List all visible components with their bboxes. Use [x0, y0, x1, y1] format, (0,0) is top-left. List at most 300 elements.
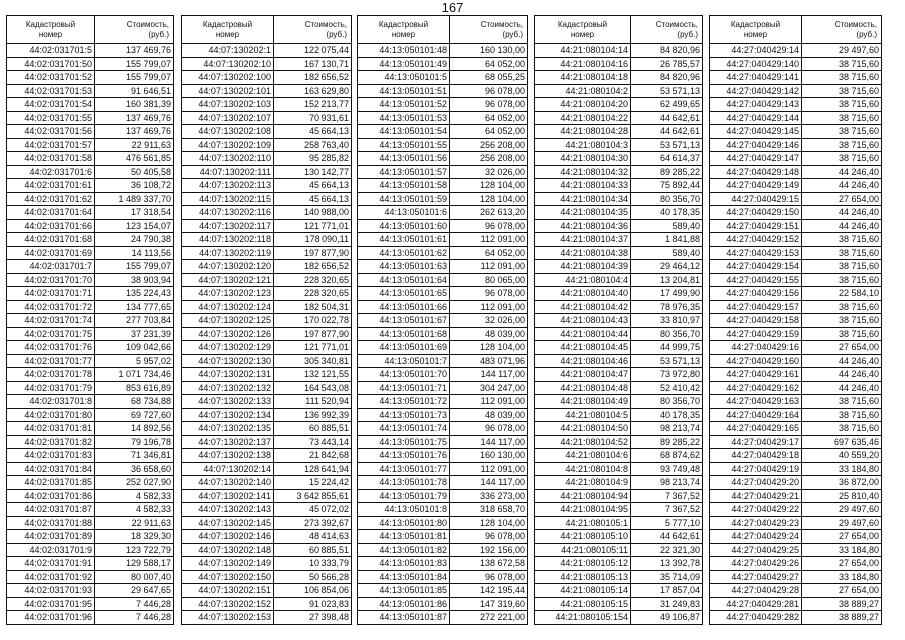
cadastral-number-cell: 44:21:080104:6: [535, 449, 631, 463]
cost-cell: 38 715,60: [802, 300, 882, 314]
table-row: [710, 327, 882, 341]
cost-cell: 60 885,51: [274, 422, 352, 436]
table-row: [710, 449, 882, 463]
cadastral-number-cell: 44:07:130202:146: [182, 530, 274, 544]
table-row: [710, 489, 882, 503]
table-row: [7, 233, 174, 247]
cost-cell: 476 561,85: [95, 152, 174, 166]
cadastral-number-cell: 44:21:080104:94: [535, 489, 631, 503]
table-row: [535, 192, 703, 206]
table-row: [710, 260, 882, 274]
cadastral-number-cell: 44:02:031701:78: [7, 368, 95, 382]
cost-cell: 38 903,94: [95, 273, 174, 287]
cost-cell: 147 319,60: [450, 597, 528, 611]
table-row: [535, 179, 703, 193]
table-row: [7, 314, 174, 328]
cadastral-number-cell: 44:27:040429:24: [710, 530, 802, 544]
cadastral-number-cell: 44:07:130202:150: [182, 570, 274, 584]
cadastral-number-cell: 44:13:050101:79: [358, 489, 450, 503]
table-row: [358, 354, 528, 368]
cadastral-number-cell: 44:13:050101:49: [358, 57, 450, 71]
cadastral-number-cell: 44:27:040429:163: [710, 395, 802, 409]
table-row: [358, 57, 528, 71]
cadastral-number-cell: 44:21:080104:42: [535, 300, 631, 314]
cadastral-number-cell: 44:27:040429:15: [710, 192, 802, 206]
table-row: [710, 138, 882, 152]
cadastral-number-cell: 44:13:050101:81: [358, 530, 450, 544]
cost-cell: 38 715,60: [802, 314, 882, 328]
table-row: [7, 543, 174, 557]
table-row: [358, 233, 528, 247]
cost-cell: 130 142,77: [274, 165, 352, 179]
cost-cell: 38 715,60: [802, 71, 882, 85]
table-row: [535, 260, 703, 274]
cost-cell: 53 571,13: [631, 354, 703, 368]
table-row: [710, 44, 882, 58]
table-row: [710, 57, 882, 71]
cadastral-number-cell: 44:07:130202:107: [182, 111, 274, 125]
cadastral-number-cell: 44:27:040429:23: [710, 516, 802, 530]
cost-cell: 29 647,65: [95, 584, 174, 598]
table-row: [710, 503, 882, 517]
cost-cell: 98 213,74: [631, 476, 703, 490]
table-row: [535, 570, 703, 584]
cost-cell: 53 571,13: [631, 84, 703, 98]
cadastral-number-cell: 44:27:040429:151: [710, 219, 802, 233]
cost-cell: 13 392,78: [631, 557, 703, 571]
cost-cell: 69 727,60: [95, 408, 174, 422]
cost-cell: 128 104,00: [450, 516, 528, 530]
table-row: [535, 84, 703, 98]
cost-cell: 109 042,66: [95, 341, 174, 355]
table-row: [358, 489, 528, 503]
cadastral-number-cell: 44:07:130202:138: [182, 449, 274, 463]
cadastral-number-cell: 44:07:130202:126: [182, 327, 274, 341]
cost-cell: 135 224,43: [95, 287, 174, 301]
cadastral-number-cell: 44:13:050101:72: [358, 395, 450, 409]
table-row: [182, 287, 352, 301]
cadastral-number-cell: 44:13:050101:82: [358, 543, 450, 557]
cost-cell: 45 664,13: [274, 192, 352, 206]
cadastral-number-cell: 44:02:031701:57: [7, 138, 95, 152]
cadastral-number-cell: 44:13:050101:7: [358, 354, 450, 368]
table-row: [710, 557, 882, 571]
cost-cell: 44 246,40: [802, 354, 882, 368]
cadastral-number-cell: 44:21:080105:14: [535, 584, 631, 598]
table-row: [182, 300, 352, 314]
cost-cell: 5 777,10: [631, 516, 703, 530]
cost-cell: 45 664,13: [274, 179, 352, 193]
table-row: [358, 287, 528, 301]
cost-cell: 123 154,07: [95, 219, 174, 233]
cost-cell: 91 646,51: [95, 84, 174, 98]
table-row: [7, 395, 174, 409]
table-row: [710, 435, 882, 449]
cadastral-number-cell: 44:07:130202:131: [182, 368, 274, 382]
cost-cell: 40 178,35: [631, 206, 703, 220]
cost-cell: 318 658,70: [450, 503, 528, 517]
cadastral-number-cell: 44:27:040429:150: [710, 206, 802, 220]
cost-cell: 96 078,00: [450, 98, 528, 112]
table-row: [535, 476, 703, 490]
table-row: [182, 570, 352, 584]
table-row: [710, 516, 882, 530]
cost-cell: 262 613,20: [450, 206, 528, 220]
cadastral-number-cell: 44:02:031701:87: [7, 503, 95, 517]
cadastral-number-cell: 44:02:031701:80: [7, 408, 95, 422]
cost-cell: 44 642,61: [631, 111, 703, 125]
cost-cell: 4 582,33: [95, 489, 174, 503]
table-row: [7, 206, 174, 220]
cost-cell: 589,40: [631, 219, 703, 233]
cost-cell: 44 246,40: [802, 219, 882, 233]
cost-cell: 112 091,00: [450, 260, 528, 274]
cost-cell: 33 184,80: [802, 570, 882, 584]
cost-cell: 48 414,63: [274, 530, 352, 544]
cadastral-number-cell: 44:27:040429:145: [710, 125, 802, 139]
cadastral-number-cell: 44:21:080104:33: [535, 179, 631, 193]
table-body: [358, 44, 528, 625]
cadastral-number-cell: 44:02:031701:50: [7, 57, 95, 71]
cost-cell: 38 715,60: [802, 233, 882, 247]
cost-cell: 38 715,60: [802, 422, 882, 436]
table-row: [182, 98, 352, 112]
table-row: [182, 368, 352, 382]
cadastral-number-cell: 44:07:130202:101: [182, 84, 274, 98]
cost-cell: 128 104,00: [450, 341, 528, 355]
cost-cell: 80 356,70: [631, 395, 703, 409]
table-row: [7, 462, 174, 476]
table-row: [7, 530, 174, 544]
table-row: [710, 395, 882, 409]
table-row: [710, 111, 882, 125]
table-row: [182, 557, 352, 571]
table-row: [7, 111, 174, 125]
cost-cell: 44 246,40: [802, 179, 882, 193]
cadastral-number-cell: 44:02:031701:84: [7, 462, 95, 476]
table-row: [535, 584, 703, 598]
table-row: [710, 570, 882, 584]
cadastral-number-cell: 44:07:130202:130: [182, 354, 274, 368]
cadastral-number-cell: 44:13:050101:67: [358, 314, 450, 328]
table-row: [7, 503, 174, 517]
table-row: [535, 422, 703, 436]
cadastral-number-cell: 44:21:080104:32: [535, 165, 631, 179]
cost-cell: 80 356,70: [631, 192, 703, 206]
cadastral-number-cell: 44:21:080104:44: [535, 327, 631, 341]
table-row: [710, 462, 882, 476]
cost-cell: 79 196,78: [95, 435, 174, 449]
table-row: [710, 408, 882, 422]
table-row: [535, 449, 703, 463]
cadastral-number-cell: 44:21:080104:22: [535, 111, 631, 125]
cost-cell: 33 184,80: [802, 543, 882, 557]
cost-cell: 64 052,00: [450, 246, 528, 260]
cost-cell: 697 635,46: [802, 435, 882, 449]
cadastral-number-cell: 44:13:050101:70: [358, 368, 450, 382]
cadastral-number-cell: 44:21:080105:1: [535, 516, 631, 530]
cadastral-number-cell: 44:13:050101:86: [358, 597, 450, 611]
cost-cell: 38 889,27: [802, 597, 882, 611]
table-row: [358, 152, 528, 166]
table-row: [358, 530, 528, 544]
table-row: [7, 138, 174, 152]
table-row: [535, 71, 703, 85]
cadastral-number-cell: 44:07:130202:140: [182, 476, 274, 490]
table-row: [7, 516, 174, 530]
cadastral-number-cell: 44:27:040429:160: [710, 354, 802, 368]
cost-cell: 64 052,00: [450, 111, 528, 125]
cadastral-number-cell: 44:27:040429:16: [710, 341, 802, 355]
table-row: [7, 152, 174, 166]
cadastral-number-cell: 44:07:130202:133: [182, 395, 274, 409]
table-row: [7, 327, 174, 341]
cadastral-number-cell: 44:07:130202:14: [182, 462, 274, 476]
cadastral-number-cell: 44:21:080104:47: [535, 368, 631, 382]
cost-cell: 71 346,81: [95, 449, 174, 463]
cadastral-number-cell: 44:07:130202:153: [182, 611, 274, 625]
table-row: [7, 125, 174, 139]
cadastral-number-cell: 44:27:040429:14: [710, 44, 802, 58]
cadastral-number-cell: 44:13:050101:48: [358, 44, 450, 58]
cadastral-number-cell: 44:27:040429:27: [710, 570, 802, 584]
table-row: [7, 584, 174, 598]
table-row: [182, 314, 352, 328]
cadastral-number-cell: 44:27:040429:21: [710, 489, 802, 503]
cadastral-number-cell: 44:27:040429:154: [710, 260, 802, 274]
cadastral-number-cell: 44:02:031701:56: [7, 125, 95, 139]
table-row: [358, 570, 528, 584]
table-row: [182, 597, 352, 611]
table-row: [182, 435, 352, 449]
cost-cell: 91 023,83: [274, 597, 352, 611]
table-row: [535, 206, 703, 220]
cadastral-number-cell: 44:27:040429:22: [710, 503, 802, 517]
table-row: [7, 341, 174, 355]
cost-cell: 197 877,90: [274, 327, 352, 341]
table-row: [358, 597, 528, 611]
table-row: [710, 152, 882, 166]
cost-cell: 78 976,35: [631, 300, 703, 314]
cadastral-number-cell: 44:21:080104:48: [535, 381, 631, 395]
header-cost: Стоимость, (руб.): [631, 16, 703, 44]
cadastral-number-cell: 44:07:130202:121: [182, 273, 274, 287]
table-row: [7, 422, 174, 436]
cost-cell: 1 841,88: [631, 233, 703, 247]
table-row: [358, 260, 528, 274]
cadastral-number-cell: 44:02:031701:81: [7, 422, 95, 436]
cadastral-number-cell: 44:13:050101:74: [358, 422, 450, 436]
table-row: [358, 219, 528, 233]
cost-cell: 96 078,00: [450, 219, 528, 233]
table-row: [182, 449, 352, 463]
cadastral-table-5: [709, 15, 882, 625]
cadastral-number-cell: 44:27:040429:147: [710, 152, 802, 166]
cadastral-number-cell: 44:13:050101:8: [358, 503, 450, 517]
cadastral-number-cell: 44:07:130202:115: [182, 192, 274, 206]
table-row: [358, 84, 528, 98]
table-row: [182, 395, 352, 409]
table-row: [710, 354, 882, 368]
cadastral-number-cell: 44:02:031701:70: [7, 273, 95, 287]
cost-cell: 160 130,00: [450, 44, 528, 58]
table-row: [535, 219, 703, 233]
table-row: [7, 570, 174, 584]
table-row: [535, 44, 703, 58]
cost-cell: 44 999,75: [631, 341, 703, 355]
table-row: [535, 152, 703, 166]
table-row: [535, 98, 703, 112]
cadastral-number-cell: 44:13:050101:63: [358, 260, 450, 274]
cadastral-number-cell: 44:13:050101:54: [358, 125, 450, 139]
table-row: [710, 179, 882, 193]
cadastral-number-cell: 44:21:080104:34: [535, 192, 631, 206]
table-row: [7, 597, 174, 611]
cadastral-number-cell: 44:21:080104:35: [535, 206, 631, 220]
cadastral-number-cell: 44:02:031701:82: [7, 435, 95, 449]
cost-cell: 60 885,51: [274, 543, 352, 557]
cadastral-number-cell: 44:21:080104:14: [535, 44, 631, 58]
cadastral-number-cell: 44:07:130202:117: [182, 219, 274, 233]
table-row: [358, 584, 528, 598]
cadastral-number-cell: 44:27:040429:26: [710, 557, 802, 571]
table-row: [710, 314, 882, 328]
cadastral-number-cell: 44:07:130202:109: [182, 138, 274, 152]
cost-cell: 62 499,65: [631, 98, 703, 112]
cadastral-number-cell: 44:07:130202:134: [182, 408, 274, 422]
cost-cell: 68 055,25: [450, 71, 528, 85]
table-row: [7, 435, 174, 449]
table-row: [182, 584, 352, 598]
cost-cell: 84 820,96: [631, 44, 703, 58]
cadastral-number-cell: 44:13:050101:56: [358, 152, 450, 166]
cadastral-number-cell: 44:21:080104:52: [535, 435, 631, 449]
cost-cell: 483 071,96: [450, 354, 528, 368]
cadastral-number-cell: 44:21:080104:3: [535, 138, 631, 152]
cadastral-number-cell: 44:02:031701:95: [7, 597, 95, 611]
cost-cell: 5 957,02: [95, 354, 174, 368]
cost-cell: 13 204,81: [631, 273, 703, 287]
cost-cell: 137 469,76: [95, 44, 174, 58]
cadastral-number-cell: 44:21:080105:10: [535, 530, 631, 544]
cost-cell: 36 658,60: [95, 462, 174, 476]
cadastral-number-cell: 44:07:130202:10: [182, 57, 274, 71]
cadastral-number-cell: 44:02:031701:92: [7, 570, 95, 584]
cost-cell: 37 231,39: [95, 327, 174, 341]
cost-cell: 144 117,00: [450, 435, 528, 449]
table-row: [710, 341, 882, 355]
cost-cell: 32 026,00: [450, 314, 528, 328]
cadastral-number-cell: 44:13:050101:69: [358, 341, 450, 355]
table-row: [7, 192, 174, 206]
cadastral-number-cell: 44:27:040429:17: [710, 435, 802, 449]
cost-cell: 252 027,90: [95, 476, 174, 490]
table-row: [182, 476, 352, 490]
cost-cell: 178 090,11: [274, 233, 352, 247]
cost-cell: 80 356,70: [631, 327, 703, 341]
cadastral-number-cell: 44:21:080104:28: [535, 125, 631, 139]
cost-cell: 29 464,12: [631, 260, 703, 274]
cadastral-number-cell: 44:02:031701:61: [7, 179, 95, 193]
cost-cell: 137 469,76: [95, 111, 174, 125]
cadastral-number-cell: 44:02:031701:85: [7, 476, 95, 490]
cost-cell: 152 213,77: [274, 98, 352, 112]
cadastral-number-cell: 44:27:040429:164: [710, 408, 802, 422]
cost-cell: 38 715,60: [802, 84, 882, 98]
cadastral-number-cell: 44:07:130202:148: [182, 543, 274, 557]
table-body: [535, 44, 703, 625]
table-row: [182, 44, 352, 58]
cost-cell: 7 367,52: [631, 503, 703, 517]
table-row: [358, 435, 528, 449]
cost-cell: 80 007,40: [95, 570, 174, 584]
cadastral-number-cell: 44:13:050101:84: [358, 570, 450, 584]
cost-cell: 272 221,00: [450, 611, 528, 625]
cost-cell: 256 208,00: [450, 152, 528, 166]
table-row: [535, 543, 703, 557]
cost-cell: 84 820,96: [631, 71, 703, 85]
table-row: [358, 273, 528, 287]
cadastral-number-cell: 44:02:031701:83: [7, 449, 95, 463]
table-row: [182, 57, 352, 71]
table-body: [7, 44, 174, 625]
cost-cell: 44 642,61: [631, 125, 703, 139]
table-row: [182, 111, 352, 125]
table-row: [358, 111, 528, 125]
table-row: [710, 611, 882, 625]
cost-cell: 29 497,60: [802, 44, 882, 58]
table-row: [358, 300, 528, 314]
cost-cell: 129 588,17: [95, 557, 174, 571]
table-row: [710, 273, 882, 287]
cost-cell: 22 911,63: [95, 516, 174, 530]
cost-cell: 4 582,33: [95, 503, 174, 517]
table-row: [358, 341, 528, 355]
cadastral-number-cell: 44:02:031701:55: [7, 111, 95, 125]
cost-cell: 138 672,58: [450, 557, 528, 571]
table-row: [7, 449, 174, 463]
cadastral-number-cell: 44:27:040429:157: [710, 300, 802, 314]
table-row: [535, 57, 703, 71]
table-row: [535, 530, 703, 544]
cadastral-number-cell: 44:27:040429:19: [710, 462, 802, 476]
cost-cell: 38 715,60: [802, 273, 882, 287]
cost-cell: 160 381,39: [95, 98, 174, 112]
cost-cell: 22 584,10: [802, 287, 882, 301]
cadastral-number-cell: 44:21:080104:43: [535, 314, 631, 328]
cadastral-number-cell: 44:13:050101:61: [358, 233, 450, 247]
cost-cell: 73 972,80: [631, 368, 703, 382]
cost-cell: 44 642,61: [631, 530, 703, 544]
cadastral-number-cell: 44:13:050101:55: [358, 138, 450, 152]
table-row: [182, 260, 352, 274]
table-row: [710, 233, 882, 247]
cadastral-number-cell: 44:21:080104:9: [535, 476, 631, 490]
cadastral-number-cell: 44:21:080105:12: [535, 557, 631, 571]
cadastral-number-cell: 44:07:130202:149: [182, 557, 274, 571]
cost-cell: 273 392,67: [274, 516, 352, 530]
header-cost: Стоимость, (руб.): [450, 16, 528, 44]
cost-cell: 38 715,60: [802, 408, 882, 422]
header-cost: Стоимость, (руб.): [95, 16, 174, 44]
cost-cell: 89 285,22: [631, 435, 703, 449]
cost-cell: 27 654,00: [802, 557, 882, 571]
table-row: [535, 381, 703, 395]
cadastral-number-cell: 44:27:040429:25: [710, 543, 802, 557]
table-row: [182, 138, 352, 152]
cost-cell: 14 113,56: [95, 246, 174, 260]
cadastral-number-cell: 44:27:040429:140: [710, 57, 802, 71]
